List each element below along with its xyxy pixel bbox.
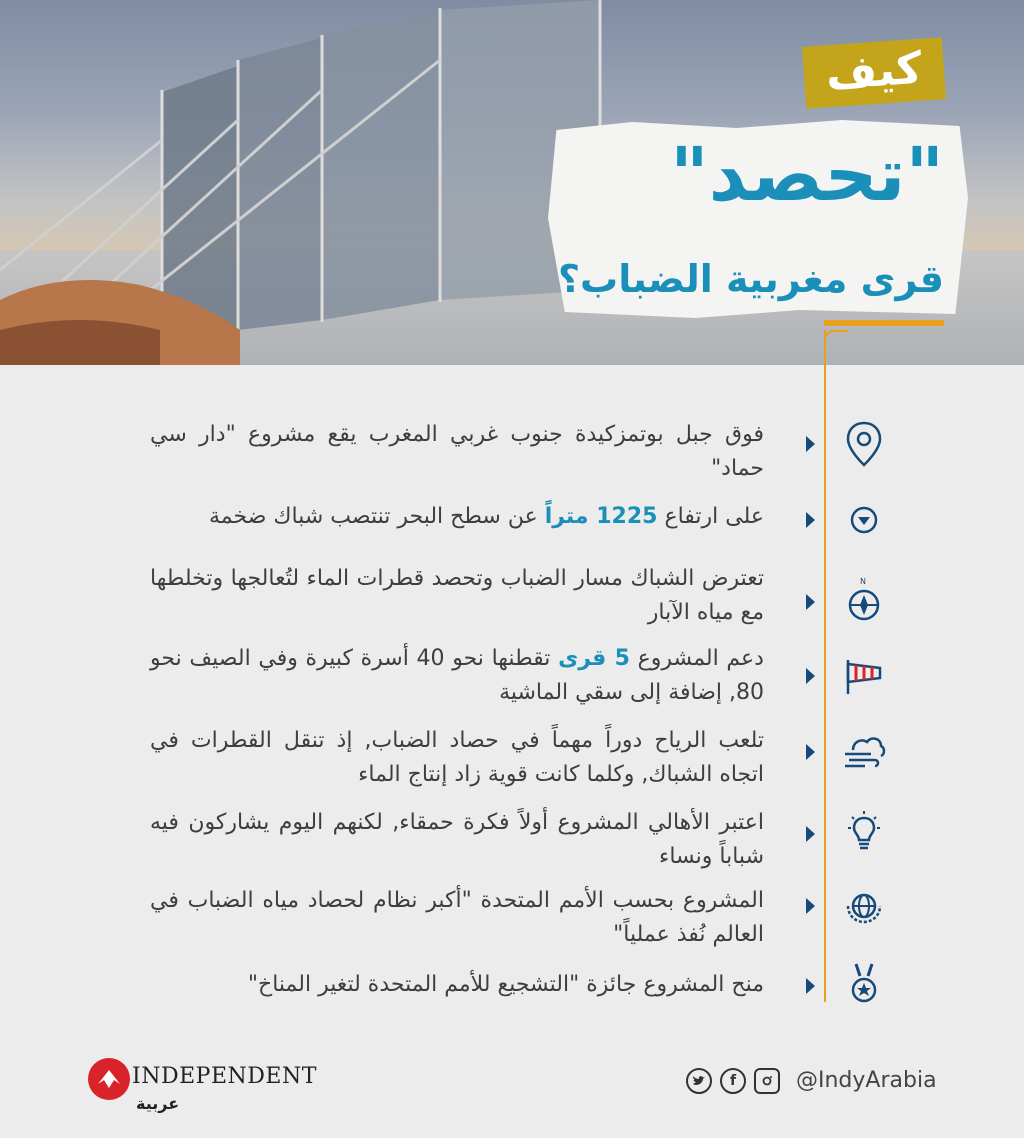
item-text: تعترض الشباك مسار الضباب وتحصد قطرات الماء لتُعالجها وتخلطها مع مياه الآبار (150, 566, 764, 625)
independent-eagle-logo (88, 1058, 130, 1100)
hero-photo (0, 0, 1024, 365)
svg-text:N: N (860, 577, 866, 586)
item-text: فوق جبل بوتمزكيدة جنوب غربي المغرب يقع مشروع "دار سي حماد" (150, 422, 764, 481)
page-subtitle: قرى مغربية الضباب؟ (558, 257, 944, 301)
windsock-icon (838, 650, 890, 702)
bullet-arrow (806, 436, 815, 452)
social-handle[interactable]: @IndyArabia (796, 1068, 937, 1093)
wind-cloud-icon (838, 726, 890, 778)
list-item (150, 562, 764, 630)
item-highlight: 1225 متراً (544, 504, 658, 529)
item-highlight: 5 قرى (558, 646, 630, 671)
list-item (150, 806, 764, 874)
bullet-arrow (806, 512, 815, 528)
logo-arabic: عربية (136, 1094, 180, 1113)
item-text-after: تقطنها نحو 40 أسرة كبيرة وفي الصيف نحو 80, إضافة إلى سقي الماشية (150, 646, 764, 705)
timeline-line-cap (824, 330, 848, 354)
twitter-icon[interactable] (686, 1068, 712, 1094)
facebook-icon[interactable]: f (720, 1068, 746, 1094)
item-text-before: دعم المشروع (637, 646, 764, 671)
item-text: تلعب الرياح دوراً مهماً في حصاد الضباب, إذ تنقل القطرات في اتجاه الشباك, وكلما كانت قوية زاد إنتاج الماء (150, 728, 764, 787)
instagram-icon[interactable] (754, 1068, 780, 1094)
how-tag: كيف (802, 37, 946, 109)
timeline-line (824, 330, 826, 1002)
bullet-arrow (806, 744, 815, 760)
arrow-down-circle-icon (838, 494, 890, 546)
medal-icon (838, 958, 890, 1010)
un-emblem-icon (838, 880, 890, 932)
item-text-after: عن سطح البحر تنتصب شباك ضخمة (209, 504, 538, 529)
title-underline (824, 320, 944, 326)
list-item (150, 724, 764, 792)
list-item (150, 500, 764, 534)
list-item (150, 418, 764, 486)
item-text: منح المشروع جائزة "التشجيع للأمم المتحدة لتغير المناخ" (247, 972, 764, 997)
item-text: المشروع بحسب الأمم المتحدة "أكبر نظام لحصاد مياه الضباب في العالم نُفذ عملياً" (150, 888, 764, 947)
compass-icon (838, 574, 890, 626)
bullet-arrow (806, 898, 815, 914)
bullet-arrow (806, 826, 815, 842)
list-item (150, 968, 764, 1002)
list-item (150, 642, 764, 710)
bullet-arrow (806, 978, 815, 994)
item-text: اعتبر الأهالي المشروع أولاً فكرة حمقاء, لكنهم اليوم يشاركون فيه شباباً ونساء (150, 810, 764, 869)
lightbulb-icon (838, 806, 890, 858)
bullet-arrow (806, 668, 815, 684)
list-item (150, 884, 764, 952)
location-pin-icon (838, 418, 890, 470)
item-text-before: على ارتفاع (664, 504, 764, 529)
page-title: "تحصد" (670, 132, 944, 218)
bullet-arrow (806, 594, 815, 610)
logo-wordmark: INDEPENDENT (132, 1064, 317, 1089)
